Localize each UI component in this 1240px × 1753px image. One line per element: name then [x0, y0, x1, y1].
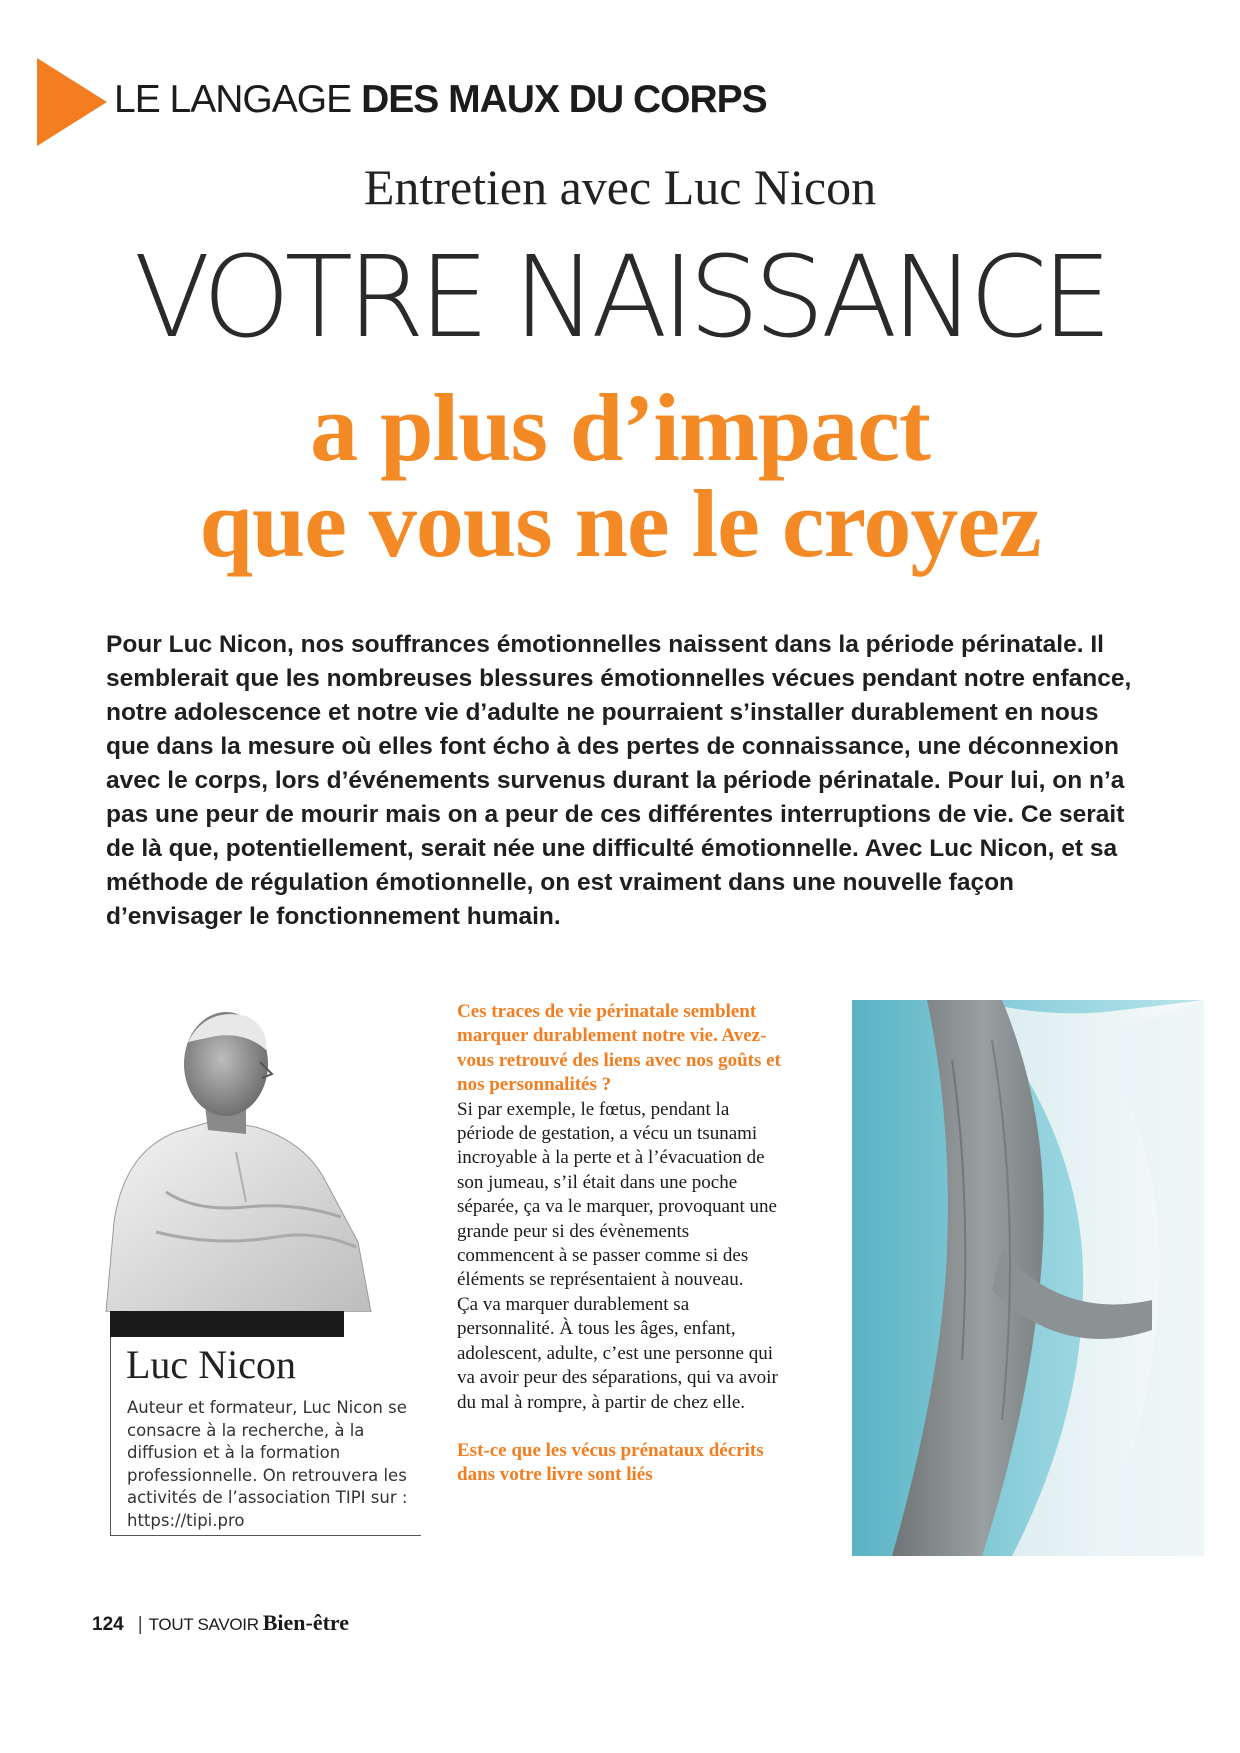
author-name: Luc Nicon [126, 1342, 296, 1387]
answer-1a: Si par exemple, le fœtus, pendant la période de gestation, a vécu un tsunami incroyable à la perte et à l’évacuation de son jumeau, s’il était dans une poche séparée, ça va le marquer, provoquant une grande peur si des évènements commencent à se passer comme si des éléments se représentaient à nouveau. [457, 1098, 777, 1291]
page-number: 124 [92, 1614, 124, 1635]
interview-column [457, 1000, 787, 1488]
footer-separator: | [137, 1614, 143, 1635]
author-portrait [96, 1002, 396, 1312]
rubric-arrow-icon [37, 58, 107, 146]
question-1: Ces traces de vie périnatale semblent marquer durablement notre vie. Avez-vous retrouvé des liens avec nos goûts et nos personnalités ? [457, 1001, 781, 1096]
headline-line-2: a plus d’impact [310, 374, 930, 481]
section-rubric [114, 76, 767, 124]
magazine-name: TOUT SAVOIR [148, 1615, 259, 1634]
question-2: Est-ce que les vécus prénataux décrits dans votre livre sont liés [457, 1439, 764, 1486]
rubric-bold: DES MAUX DU CORPS [361, 78, 767, 121]
pregnant-woman-photo [852, 1000, 1204, 1556]
author-bio: Auteur et formateur, Luc Nicon se consacre à la recherche, à la diffusion et à la formation professionnelle. On retrouvera les activités de l’association TIPI sur : https://tipi.pro [127, 1398, 408, 1530]
headline-line-1: VOTRE NAISSANCE [133, 233, 1107, 363]
rubric-light: LE LANGAGE [114, 78, 352, 121]
kicker: Entretien avec Luc Nicon [363, 159, 877, 215]
author-box-bar [110, 1311, 344, 1337]
headline-line-3: que vous ne le croyez [199, 470, 1041, 577]
intro-paragraph: Pour Luc Nicon, nos souffrances émotionnelles naissent dans la période périnatale. Il semblerait que les nombreuses blessures émotionnelles vécues pendant notre enfance, notre adolescence et notre vie d’adulte ne pourraient s’installer durablement en nous que dans la mesure où elles font écho à des pertes de connaissance, une déconnexion avec le corps, lors d’événements survenus durant la période périnatale. Pour lui, on n’a pas une peur de mourir mais on a peur de ces différentes interruptions de vie. Ce serait de là que, potentiellement, serait née une difficulté émotionnelle. Avec Luc Nicon, et sa méthode de régulation émotionnelle, on est vraiment dans une nouvelle façon d’envisager le fonctionnement humain. [106, 631, 1132, 930]
answer-1b: Ça va marquer durablement sa personnalité. À tous les âges, enfant, adolescent, adulte, c’est une personne qui va avoir peur des séparations, qui va avoir du mal à rompre, à partir de chez elle. [457, 1293, 778, 1413]
magazine-brand: Bien-être [262, 1610, 350, 1635]
page-footer [92, 1610, 349, 1638]
